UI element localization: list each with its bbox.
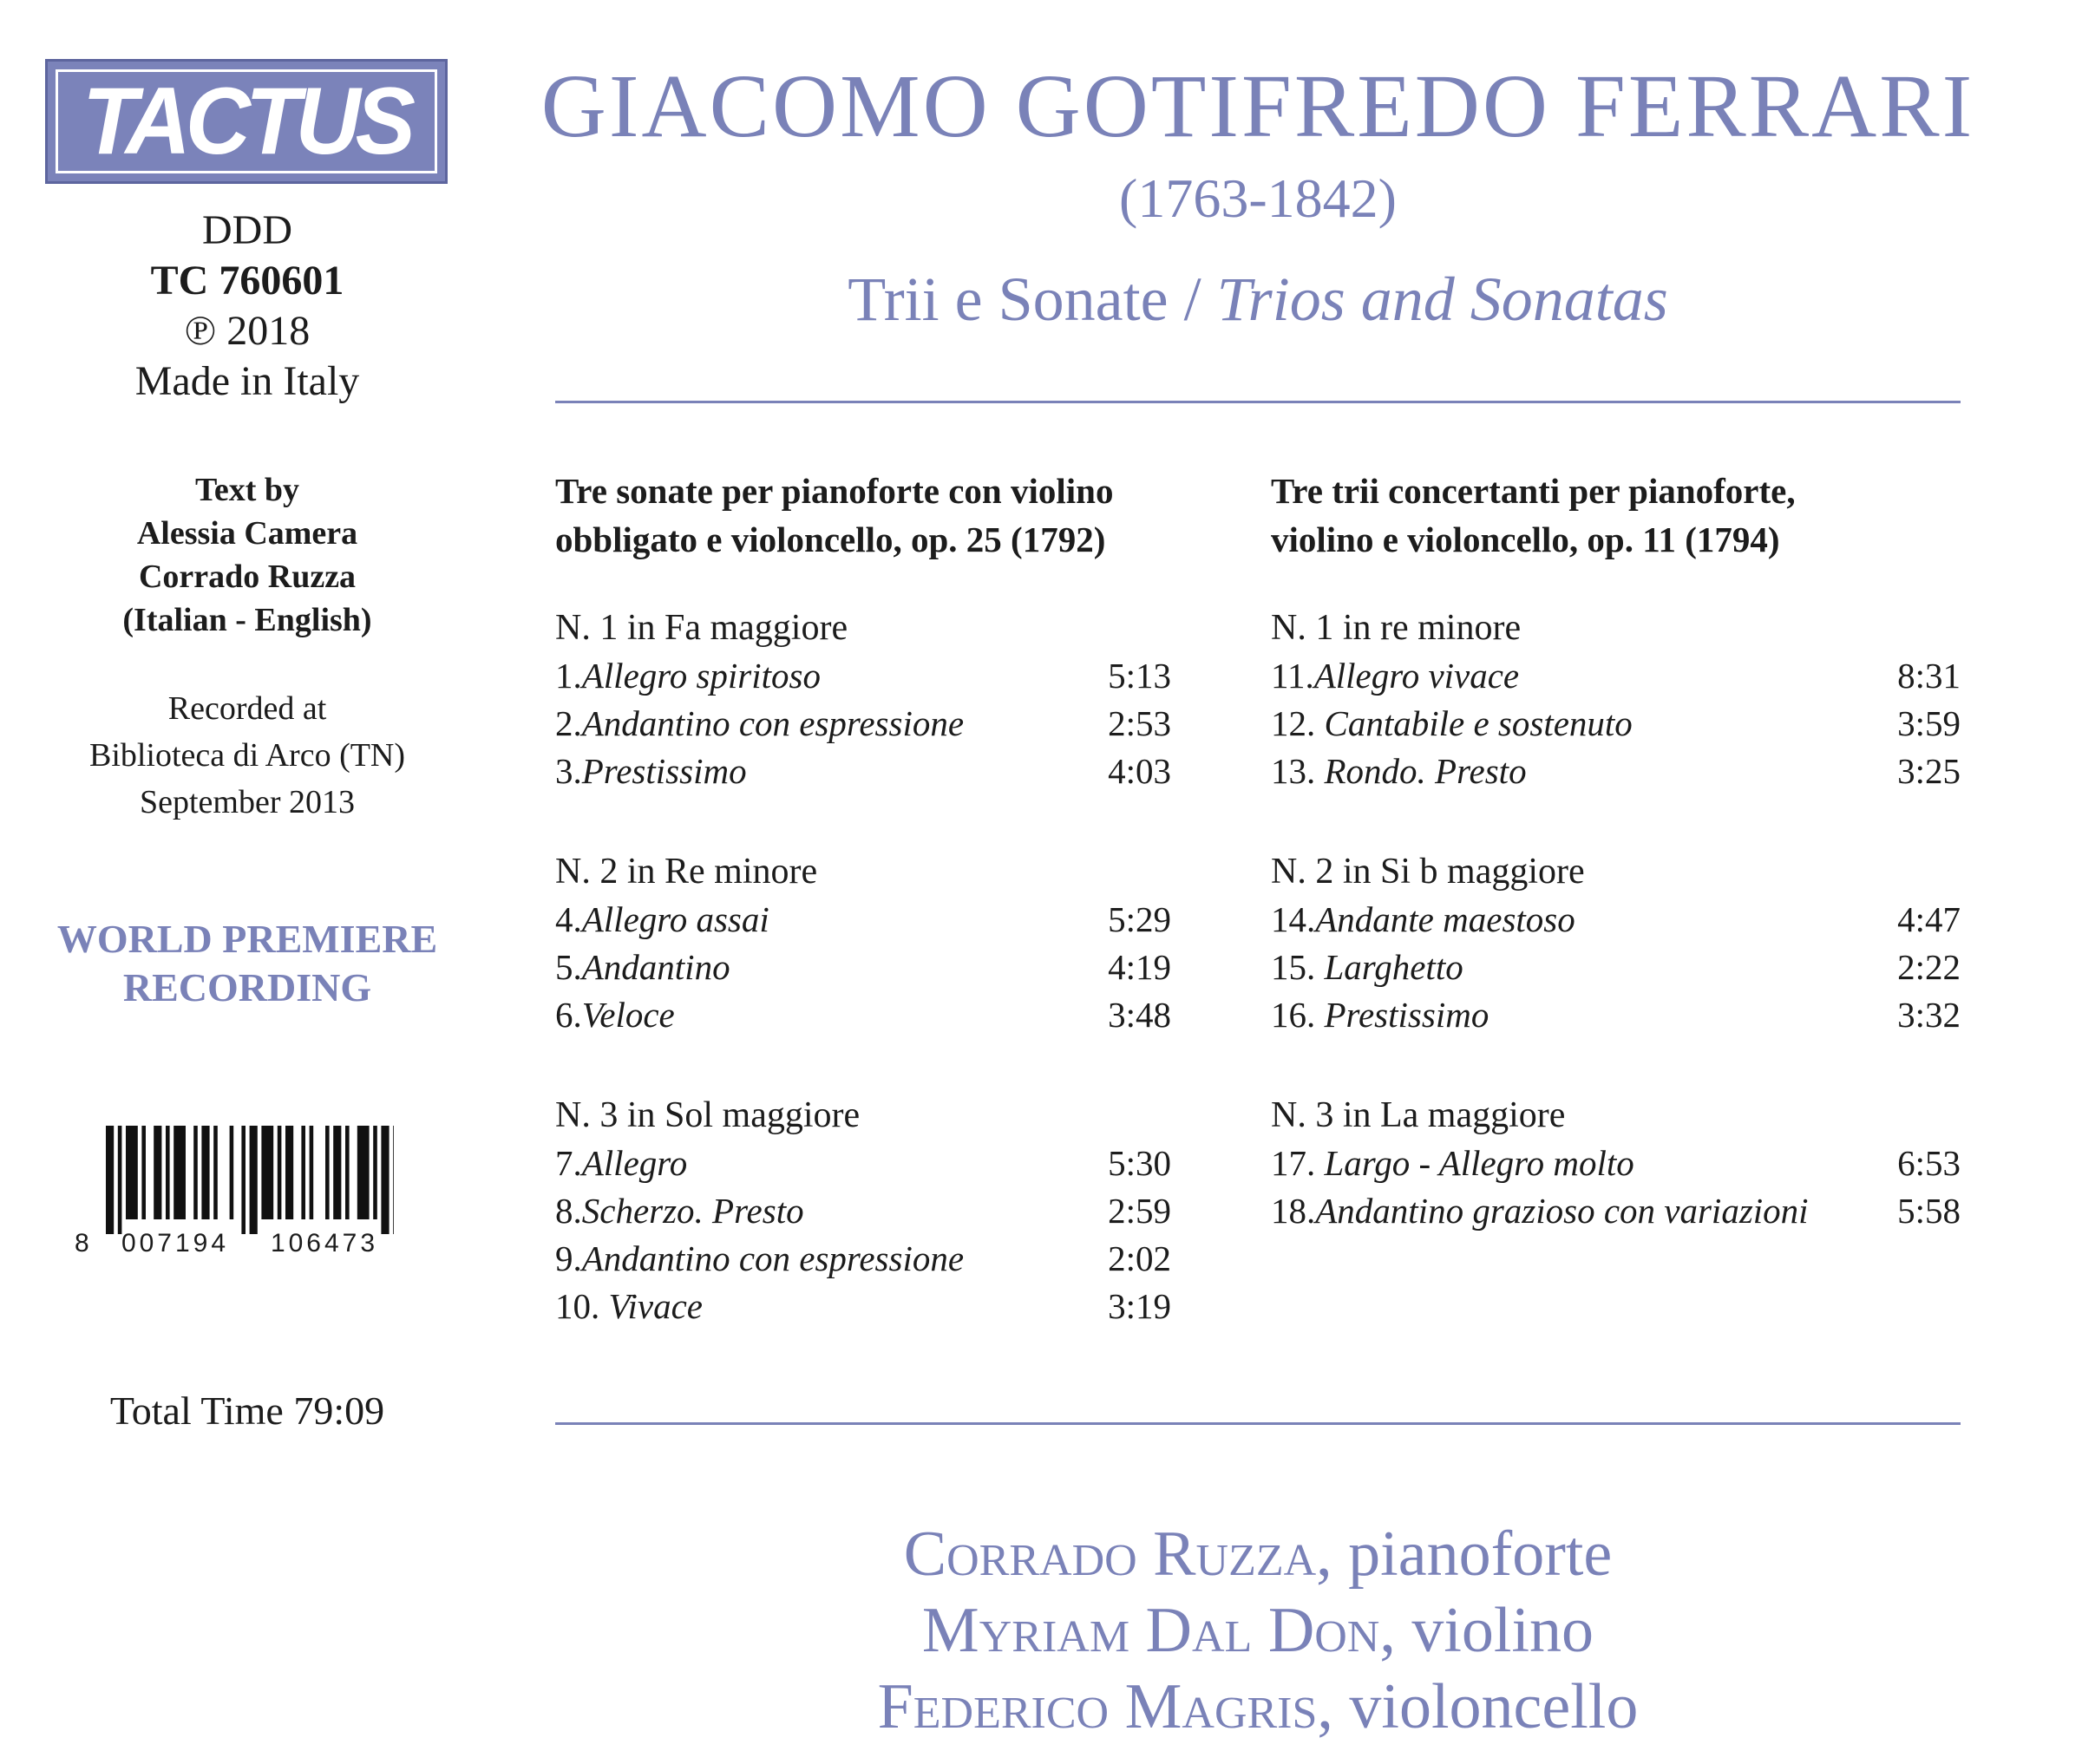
group-title: N. 2 in Si b maggiore [1271, 852, 1585, 892]
barcode-bars [106, 1126, 394, 1234]
barcode-bar [126, 1126, 138, 1219]
work-title-line-2: obbligato e violoncello, op. 25 (1792) [555, 519, 1106, 559]
track-number: 12. [1271, 703, 1325, 743]
total-time: Total Time 79:09 [109, 1388, 385, 1433]
track-title: Allegro assai [581, 899, 769, 939]
track-duration: 2:22 [1897, 947, 1961, 987]
author-2: Corrado Ruzza [138, 559, 357, 595]
recording-info [26, 685, 468, 826]
barcode-bar [174, 1126, 186, 1219]
track-title: Allegro vivace [1313, 656, 1520, 696]
track-number: 18. [1271, 1191, 1316, 1231]
track-number: 11. [1271, 656, 1314, 696]
performer-role: , violino [1379, 1595, 1594, 1666]
barcode-bar [285, 1126, 293, 1219]
track-row [555, 944, 1171, 991]
barcode-bar [213, 1126, 218, 1219]
performer-name: Corrado Ruzza [903, 1519, 1317, 1590]
barcode-bar [301, 1126, 305, 1219]
sonata-3 [555, 1091, 1171, 1330]
track-number: 13. [1271, 751, 1325, 791]
track-duration: 3:19 [1108, 1286, 1171, 1326]
work-title [555, 467, 1171, 564]
barcode-bar [381, 1126, 389, 1234]
track-title: Allegro spiritoso [581, 656, 821, 696]
track-title: Andante maestoso [1315, 899, 1575, 939]
barcode-bar [357, 1126, 370, 1219]
album-subtitle [520, 264, 1995, 336]
track-number: 16. [1271, 995, 1325, 1035]
barcode-bar [193, 1126, 198, 1219]
made-in: Made in Italy [134, 358, 360, 404]
group-title: N. 1 in re minore [1271, 608, 1522, 648]
group-title: N. 3 in La maggiore [1271, 1095, 1566, 1135]
subtitle-italian: Trii e Sonate / [848, 265, 1217, 334]
track-title: Cantabile e sostenuto [1324, 703, 1633, 743]
track-duration: 3:59 [1897, 703, 1961, 743]
track-number: 3. [555, 751, 582, 791]
barcode-bar [118, 1126, 122, 1234]
track-row [1271, 700, 1961, 748]
divider-bottom [555, 1422, 1961, 1425]
track-duration: 3:48 [1108, 995, 1171, 1035]
barcode-bar [310, 1126, 314, 1219]
track-title: Largo - Allegro molto [1324, 1143, 1634, 1183]
barcode-digits-left: 007194 [121, 1229, 230, 1256]
logo-frame [56, 69, 437, 173]
barcode-bar [166, 1126, 170, 1219]
track-row [1271, 748, 1961, 795]
track-title: Scherzo. Presto [581, 1191, 804, 1231]
barcode-bar [373, 1126, 377, 1219]
track-title: Andantino grazioso con variazioni [1315, 1191, 1809, 1231]
track-number: 1. [555, 656, 582, 696]
recorded-line-3: September 2013 [139, 784, 355, 820]
track-number: 6. [555, 995, 582, 1035]
composer-name: GIACOMO GOTIFREDO FERRARI [540, 56, 1975, 156]
barcode-digit-first: 8 [75, 1229, 89, 1256]
track-number: 4. [555, 899, 582, 939]
sonata-1 [555, 604, 1171, 795]
track-row [555, 1283, 1171, 1330]
premiere-line-1: WORLD PREMIERE [56, 917, 438, 961]
track-row [1271, 1140, 1961, 1187]
track-duration: 3:25 [1897, 751, 1961, 791]
track-number: 8. [555, 1191, 582, 1231]
performer-role: , violoncello [1317, 1671, 1639, 1742]
barcode-bar [393, 1126, 394, 1234]
premiere-line-2: RECORDING [122, 965, 372, 1009]
track-title: Andantino con espressione [581, 703, 965, 743]
track-row [555, 896, 1171, 944]
track-number: 7. [555, 1143, 582, 1183]
track-title: Vivace [608, 1286, 703, 1326]
barcode-bar [141, 1126, 146, 1219]
track-row [555, 1140, 1171, 1187]
track-duration: 8:31 [1897, 656, 1961, 696]
track-number: 17. [1271, 1143, 1325, 1183]
barcode-bar [333, 1126, 341, 1219]
track-row [555, 652, 1171, 700]
work-title-line-1: Tre trii concertanti per pianoforte, [1271, 471, 1796, 511]
work-title-line-1: Tre sonate per pianoforte con violino [555, 471, 1114, 511]
performer-violoncello [520, 1669, 1995, 1745]
track-row [1271, 944, 1961, 991]
track-duration: 3:32 [1897, 995, 1961, 1035]
track-row [1271, 652, 1961, 700]
world-premiere-badge [26, 915, 468, 1012]
track-duration: 5:29 [1108, 899, 1171, 939]
track-number: 9. [555, 1238, 582, 1278]
track-row [555, 991, 1171, 1039]
composer-dates: (1763-1842) [1119, 167, 1397, 229]
track-title: Andantino con espressione [581, 1238, 965, 1278]
phonogram-year: ℗ 2018 [184, 308, 311, 354]
author-1: Alessia Camera [136, 515, 358, 552]
track-number: 14. [1271, 899, 1316, 939]
barcode-bar [325, 1126, 330, 1219]
track-title: Allegro [581, 1143, 688, 1183]
track-number: 5. [555, 947, 582, 987]
track-duration: 5:58 [1897, 1191, 1961, 1231]
track-title: Larghetto [1324, 947, 1463, 987]
catalog-number: TC 760601 [150, 258, 344, 304]
performer-role: , pianoforte [1316, 1519, 1613, 1590]
track-number: 10. [555, 1286, 609, 1326]
barcode-bar [261, 1126, 273, 1219]
trio-3 [1271, 1091, 1961, 1235]
performer-violino [520, 1592, 1995, 1669]
track-duration: 2:53 [1108, 703, 1171, 743]
performer-name: Federico Magris [877, 1671, 1318, 1742]
barcode [71, 1126, 401, 1256]
barcode-bar [201, 1126, 209, 1219]
performer-name: Myriam Dal Don [921, 1595, 1380, 1666]
divider-top [555, 401, 1961, 403]
track-row [555, 1187, 1171, 1235]
barcode-bar [345, 1126, 350, 1219]
track-row [555, 748, 1171, 795]
track-row [1271, 1187, 1961, 1235]
track-title: Rondo. Presto [1324, 751, 1527, 791]
group-title: N. 2 in Re minore [555, 852, 818, 892]
trio-1 [1271, 604, 1961, 795]
barcode-digits-right: 106473 [270, 1229, 379, 1256]
group-title: N. 1 in Fa maggiore [555, 608, 848, 648]
logo-text: TACTUS [82, 69, 411, 174]
barcode-bar [241, 1126, 246, 1234]
work-op11 [1271, 467, 1961, 1235]
track-duration: 2:02 [1108, 1238, 1171, 1278]
languages: (Italian - English) [122, 602, 372, 638]
track-row [555, 700, 1171, 748]
track-duration: 5:30 [1108, 1143, 1171, 1183]
performers [520, 1516, 1995, 1745]
track-duration: 5:13 [1108, 656, 1171, 696]
track-number: 2. [555, 703, 582, 743]
recorded-line-2: Biblioteca di Arco (TN) [88, 737, 406, 774]
text-by-label: Text by [194, 472, 299, 508]
track-number: 15. [1271, 947, 1325, 987]
work-title-line-2: violino e violoncello, op. 11 (1794) [1271, 519, 1780, 559]
barcode-bar [230, 1126, 234, 1219]
track-title: Veloce [581, 995, 675, 1035]
format-label: DDD [202, 207, 292, 253]
track-duration: 2:59 [1108, 1191, 1171, 1231]
barcode-bar [278, 1126, 282, 1219]
track-row [1271, 896, 1961, 944]
tactus-logo [45, 59, 448, 184]
group-title: N. 3 in Sol maggiore [555, 1095, 861, 1135]
subtitle-english: Trios and Sonatas [1216, 265, 1668, 334]
track-title: Prestissimo [581, 751, 747, 791]
track-duration: 4:19 [1108, 947, 1171, 987]
sonata-2 [555, 847, 1171, 1039]
performer-pianoforte [520, 1516, 1995, 1592]
text-credits [26, 468, 468, 642]
track-row [555, 1235, 1171, 1283]
track-duration: 6:53 [1897, 1143, 1961, 1183]
work-op25 [555, 467, 1171, 1330]
track-duration: 4:47 [1897, 899, 1961, 939]
barcode-bar [250, 1126, 258, 1234]
trio-2 [1271, 847, 1961, 1039]
track-row [1271, 991, 1961, 1039]
recorded-line-1: Recorded at [167, 690, 327, 727]
barcode-bar [154, 1126, 161, 1219]
work-title [1271, 467, 1961, 564]
track-title: Andantino [581, 947, 730, 987]
track-duration: 4:03 [1108, 751, 1171, 791]
track-title: Prestissimo [1324, 995, 1489, 1035]
barcode-bar [106, 1126, 114, 1234]
